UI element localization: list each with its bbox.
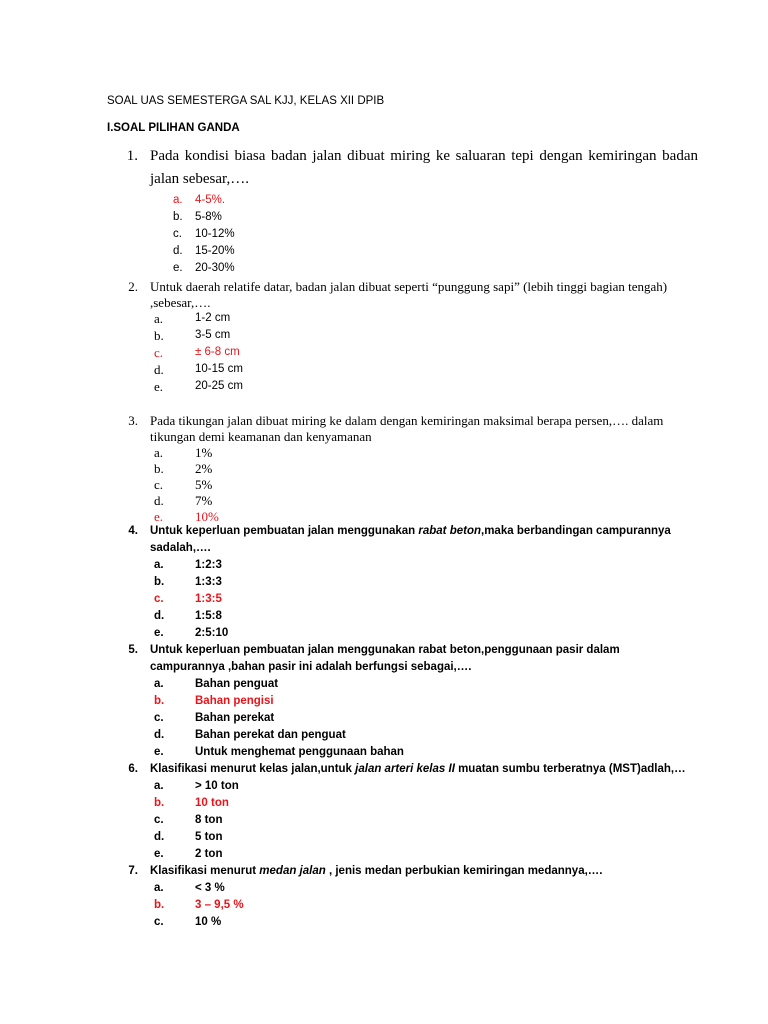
option-text: 10-12% <box>195 228 235 240</box>
option-text: 2 ton <box>195 848 223 860</box>
option-text-answer: Bahan pengisi <box>195 695 274 707</box>
option-letter: b. <box>154 461 164 476</box>
option-text: > 10 ton <box>195 780 239 792</box>
option-letter: e. <box>173 262 183 274</box>
option-text: 5% <box>195 477 213 492</box>
question-text-line: Untuk keperluan pembuatan jalan menggunakan rabat beton,penggunaan pasir dalam <box>150 644 620 656</box>
option-text: 2:5:10 <box>195 627 229 639</box>
option-letter: d. <box>154 493 164 508</box>
option-letter: d. <box>154 729 165 741</box>
question-text-line: sadalah,…. <box>150 542 211 554</box>
option-text: 1:5:8 <box>195 610 222 622</box>
option-letter: a. <box>173 194 183 206</box>
option-letter: e. <box>154 379 164 394</box>
option-letter: b. <box>154 797 165 809</box>
option-text: 10 % <box>195 916 222 928</box>
option-text: 15-20% <box>195 245 235 257</box>
option-letter: a. <box>154 780 164 792</box>
question-text-line: jalan sebesar,…. <box>150 171 249 187</box>
question-text-line: Pada tikungan jalan dibuat miring ke dalam dengan kemiringan maksimal berapa persen,…. dalam <box>150 413 664 428</box>
question-text-line: campurannya ,bahan pasir ini adalah berfungsi sebagai,…. <box>150 661 472 673</box>
option-text: 10-15 cm <box>195 363 243 375</box>
option-text: < 3 % <box>195 882 225 894</box>
option-letter: a. <box>154 559 164 571</box>
question-text-line <box>150 865 602 877</box>
option-text: 5 ton <box>195 831 223 843</box>
option-letter: e. <box>154 746 164 758</box>
question-number: 6. <box>128 763 138 775</box>
exam-title: SOAL UAS SEMESTERGA SAL KJJ, KELAS XII DPIB <box>107 95 385 107</box>
option-text: 1:2:3 <box>195 559 222 571</box>
option-text: 20-25 cm <box>195 380 243 392</box>
question-number: 2. <box>128 279 138 294</box>
option-letter: b. <box>154 695 165 707</box>
option-text: Untuk menghemat penggunaan bahan <box>195 746 404 758</box>
option-text-answer: 10 ton <box>195 797 229 809</box>
text-run: Klasifikasi menurut kelas jalan,untuk <box>150 763 356 775</box>
option-letter: a. <box>154 311 164 326</box>
option-letter: d. <box>154 362 164 377</box>
option-text-answer: ± 6-8 cm <box>195 346 240 358</box>
option-letter: a. <box>154 678 164 690</box>
question-number: 4. <box>128 525 138 537</box>
option-letter: d. <box>154 610 165 622</box>
option-letter: e. <box>154 509 164 524</box>
option-text-answer: 10% <box>195 509 219 524</box>
option-letter: c. <box>154 345 164 360</box>
option-text: 20-30% <box>195 262 235 274</box>
option-letter: a. <box>154 445 164 460</box>
question-number: 3. <box>128 413 138 428</box>
text-run: , jenis medan perbukian kemiringan medannya,…. <box>325 865 603 877</box>
option-letter: a. <box>154 882 164 894</box>
option-text: 1-2 cm <box>195 312 231 324</box>
option-letter: c. <box>173 228 182 240</box>
option-letter: d. <box>173 245 183 257</box>
text-run: Untuk keperluan pembuatan jalan menggunakan <box>150 525 419 537</box>
question-number: 7. <box>128 865 138 877</box>
question-text-line <box>150 763 686 775</box>
option-text-answer: 4-5%. <box>195 194 226 206</box>
option-letter: b. <box>154 899 165 911</box>
option-letter: b. <box>154 328 164 343</box>
question-text-line: tikungan demi keamanan dan kenyamanan <box>150 429 372 444</box>
text-run: Klasifikasi menurut <box>150 865 260 877</box>
text-run-italic: rabat beton <box>418 525 482 537</box>
question-text-line: ,sebesar,…. <box>150 295 211 310</box>
option-letter: e. <box>154 627 164 639</box>
option-text: 3-5 cm <box>195 329 231 341</box>
option-text: 1% <box>195 445 213 460</box>
option-letter: c. <box>154 916 164 928</box>
option-text: 7% <box>195 493 213 508</box>
question-text-line: Untuk daerah relatife datar, badan jalan dibuat seperti “punggung sapi” (lebih tinggi bagian tengah) <box>150 279 668 294</box>
option-text: Bahan perekat dan penguat <box>195 729 346 741</box>
text-run-italic: jalan arteri kelas II <box>355 763 455 775</box>
option-letter: b. <box>154 576 165 588</box>
text-run: ,maka berbandingan campurannya <box>481 525 671 537</box>
option-letter: c. <box>154 477 164 492</box>
question-text-line: Pada kondisi biasa badan jalan dibuat miring ke saluaran tepi dengan kemiringan badan <box>150 148 698 164</box>
option-text: 8 ton <box>195 814 223 826</box>
question-number: 5. <box>128 644 138 656</box>
option-letter: d. <box>154 831 165 843</box>
option-letter: c. <box>154 814 164 826</box>
text-run-italic: medan jalan <box>259 865 326 877</box>
option-text: 5-8% <box>195 211 222 223</box>
text-run: muatan sumbu terberatnya (MST)adlah,… <box>454 763 686 775</box>
option-text: 1:3:3 <box>195 576 222 588</box>
option-text: Bahan perekat <box>195 712 275 724</box>
option-text-answer: 1:3:5 <box>195 593 222 605</box>
option-text-answer: 3 – 9,5 % <box>195 899 244 911</box>
option-letter: b. <box>173 211 183 223</box>
option-letter: c. <box>154 712 164 724</box>
option-text: 2% <box>195 461 213 476</box>
option-text: Bahan penguat <box>195 678 279 690</box>
option-letter: c. <box>154 593 164 605</box>
section-title: I.SOAL PILIHAN GANDA <box>107 122 240 134</box>
question-number: 1. <box>126 148 138 164</box>
question-text-line <box>150 525 671 537</box>
option-letter: e. <box>154 848 164 860</box>
